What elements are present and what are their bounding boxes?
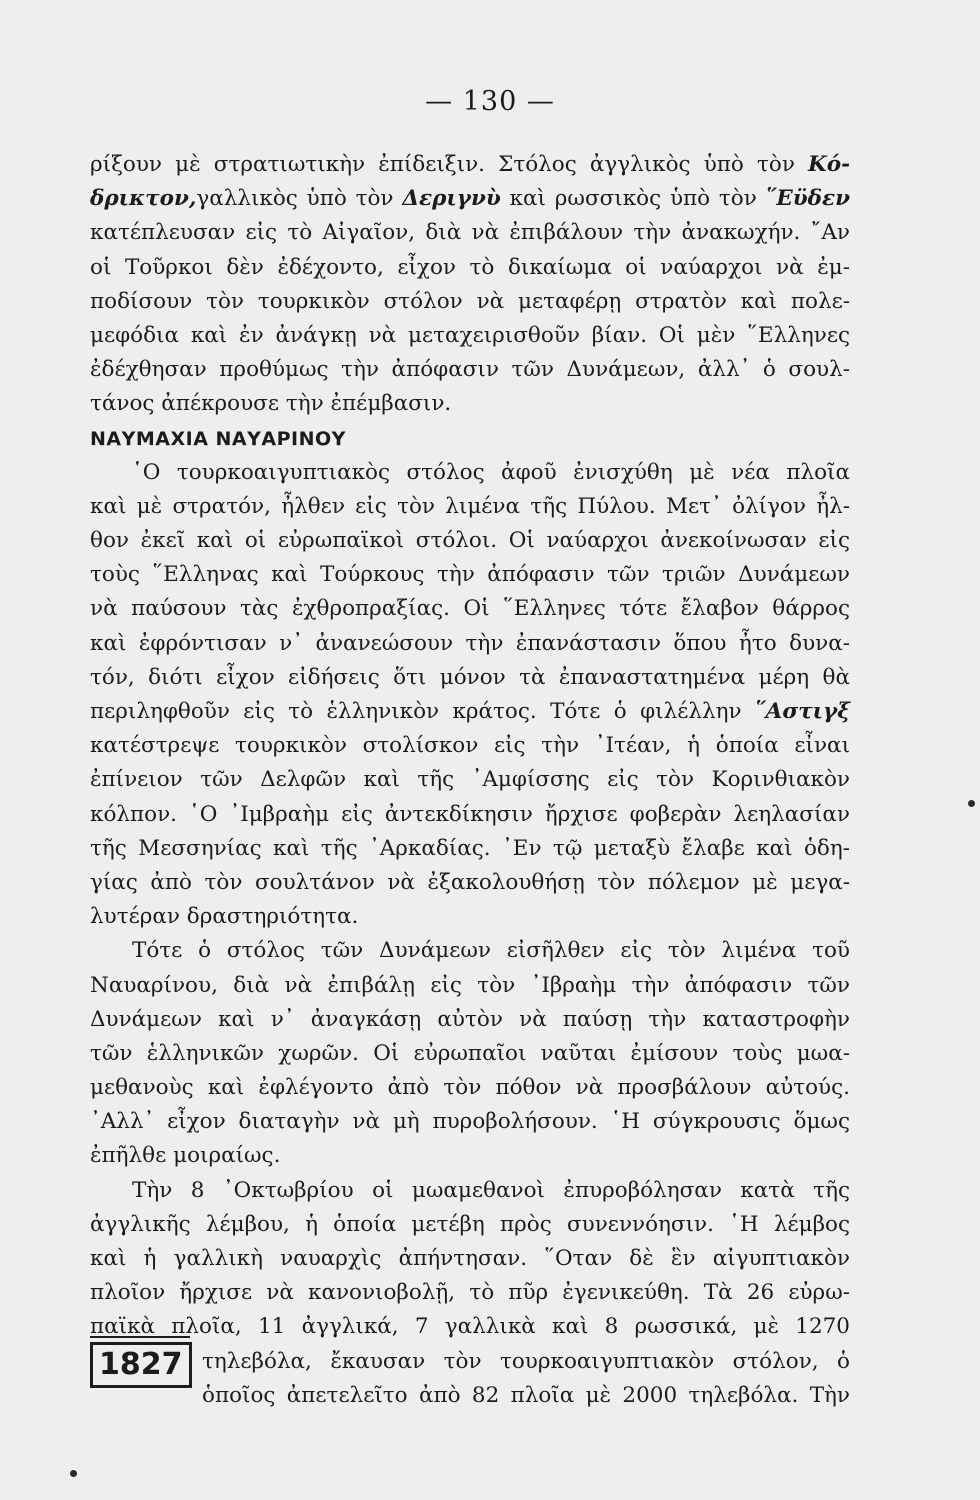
text-line — [90, 353, 850, 387]
line-text: κατέπλευσαν εἰς τὸ Αἰγαῖον, διὰ νὰ ἐπιβάλουν τὴν ἀνακωχήν. ῎Αν — [90, 220, 850, 246]
line-text: οἱ Τοῦρκοι δὲν ἐδέχοντο, εἶχον τὸ δικαίωμα οἱ ναύαρχοι νὰ ἐμ- — [90, 254, 850, 280]
emphasized-name: Δεριγνὺ — [402, 186, 501, 212]
text-line — [202, 1345, 850, 1379]
line-text: τῶν ἑλληνικῶν χωρῶν. Οἱ εὐρωπαῖοι ναῦται ἐμίσουν τοὺς μωα- — [90, 1040, 850, 1066]
line-text: ἐπίνειον τῶν Δελφῶν καὶ τῆς ᾿Αμφίσσης εἰς τὸν Κορινθιακὸν — [90, 767, 850, 793]
text-line — [90, 934, 850, 968]
text-line — [90, 627, 850, 661]
text-line — [90, 1037, 850, 1071]
line-text: μεφόδια καὶ ἐν ἀνάγκῃ νὰ μεταχειρισθοῦν βίαν. Οἱ μὲν ῞Ελληνες — [90, 322, 850, 348]
line-text: τόν, διότι εἶχον εἰδήσεις ὅτι μόνον τὰ ἐπαναστατημένα μέρη θὰ — [90, 664, 850, 690]
line-text: γαλλικὸς ὑπὸ τὸν — [196, 186, 403, 212]
text-line — [90, 216, 850, 250]
text-line — [90, 832, 850, 866]
line-text: ἐπῆλθε μοιραίως. — [90, 1143, 281, 1169]
text-line — [90, 1174, 850, 1208]
text-line — [90, 456, 850, 490]
line-text: Τὴν 8 ᾿Οκτωβρίου οἱ μωαμεθανοὶ ἐπυροβόλησαν κατὰ τῆς — [132, 1177, 850, 1203]
text-line — [90, 1310, 850, 1344]
line-text: τῆς Μεσσηνίας καὶ τῆς ᾿Αρκαδίας. ᾿Εν τῷ μεταξὺ ἔλαβε καὶ ὁδη- — [90, 835, 850, 861]
text-line — [202, 1379, 850, 1413]
text-line — [90, 763, 850, 797]
text-line — [90, 969, 850, 1003]
line-text: καὶ μὲ στρατόν, ἦλθεν εἰς τὸν λιμένα τῆς Πύλου. Μετ᾽ ὀλίγον ἦλ- — [90, 493, 850, 519]
line-text: ποδίσουν τὸν τουρκικὸν στόλον νὰ μεταφέρῃ στρατὸν καὶ πολε- — [90, 288, 850, 314]
text-line — [90, 1276, 850, 1310]
text-line — [90, 1105, 850, 1139]
emphasized-name: ῞Εϋδεν — [765, 186, 850, 212]
text-line — [90, 1003, 850, 1037]
text-line — [90, 387, 850, 421]
line-text: κατέστρεψε τουρκικὸν στολίσκον εἰς τὴν ᾿Ιτέαν, ἡ ὁποία εἶναι — [90, 733, 850, 759]
text-line — [90, 1139, 850, 1173]
text-line — [90, 148, 850, 182]
text-line — [90, 558, 850, 592]
text-line — [90, 251, 850, 285]
emphasized-name: Κό- — [808, 152, 850, 177]
line-text: καὶ ἐφρόντισαν ν᾽ ἀνανεώσουν τὴν ἐπανάστασιν ὅπου ἦτο δυνα- — [90, 630, 850, 656]
emphasized-name: ῞Αστιγξ — [754, 699, 850, 724]
line-text: περιληφθοῦν εἰς τὸ ἑλληνικὸν κράτος. Τότε ὁ φιλέλλην — [90, 699, 755, 724]
line-text: γίας ἀπὸ τὸν σουλτάνον νὰ ἐξακολουθήσῃ τὸν πόλεμον μὲ μεγα- — [90, 869, 850, 895]
margin-year-stamp — [90, 1336, 190, 1390]
line-text: τάνος ἀπέκρουσε τὴν ἐπέμβασιν. — [90, 391, 452, 417]
text-line — [90, 285, 850, 319]
line-text: ῾Ο τουρκοαιγυπτιακὸς στόλος ἀφοῦ ἐνισχύθη μὲ νέα πλοῖα — [132, 459, 850, 485]
line-text: νὰ παύσουν τὰς ἐχθροπραξίας. Οἱ ῞Ελληνες τότε ἔλαβον θάρρος — [90, 596, 850, 622]
line-text: ᾿Αλλ᾽ εἶχον διαταγὴν νὰ μὴ πυροβολήσουν. ῾Η σύγκρουσις ὅμως — [90, 1109, 850, 1135]
text-line — [90, 695, 850, 729]
line-text: τοὺς ῞Ελληνας καὶ Τούρκους τὴν ἀπόφασιν τῶν τριῶν Δυνάμεων — [90, 562, 850, 588]
line-text: ἐδέχθησαν προθύμως τὴν ἀπόφασιν τῶν Δυνάμεων, ἀλλ᾽ ὁ σουλ- — [90, 357, 850, 383]
text-line — [90, 182, 850, 216]
text-line — [90, 490, 850, 524]
emphasized-name: δρικτον, — [90, 186, 197, 212]
line-text: ΝΑΥΜΑΧΙΑ ΝΑΥΑΡΙΝΟΥ — [90, 427, 346, 450]
margin-year: 1827 — [90, 1342, 192, 1388]
page-number: — 130 — — [425, 86, 555, 117]
line-text: ρίξουν μὲ στρατιωτικὴν ἐπίδειξιν. Στόλος ἀγγλικὸς ὑπὸ τὸν — [90, 152, 809, 177]
speck-dot — [968, 800, 975, 807]
line-text: καὶ ρωσσικὸς ὑπὸ τὸν — [500, 186, 766, 212]
text-line — [90, 900, 850, 934]
text-line — [90, 1242, 850, 1276]
line-text: λυτέραν δραστηριότητα. — [90, 904, 359, 930]
line-text: ὁποῖος ἀπετελεῖτο ἀπὸ 82 πλοῖα μὲ 2000 τηλεβόλα. Τὴν — [202, 1382, 850, 1408]
text-line — [90, 319, 850, 353]
line-text: πλοῖον ἤρχισε νὰ κανονιοβολῇ, τὸ πῦρ ἐγενικεύθη. Τὰ 26 εὐρω- — [90, 1280, 850, 1306]
line-text: μεθανοὺς καὶ ἐφλέγοντο ἀπὸ τὸν πόθον νὰ προσβάλουν αὐτούς. — [90, 1075, 850, 1101]
line-text: κόλπον. ῾Ο ᾿Ιμβραὴμ εἰς ἀντεκδίκησιν ἤρχισε φοβερὰν λεηλασίαν — [90, 801, 850, 827]
text-line — [90, 1071, 850, 1105]
text-line — [90, 729, 850, 763]
body-text — [90, 148, 850, 1413]
line-text: παϊκὰ πλοῖα, 11 ἀγγλικά, 7 γαλλικὰ καὶ 8 ρωσσικά, μὲ 1270 — [90, 1314, 850, 1340]
line-text: Δυνάμεων καὶ ν᾽ ἀναγκάσῃ αὐτὸν νὰ παύσῃ τὴν καταστροφὴν — [90, 1006, 850, 1032]
text-line — [90, 661, 850, 695]
text-line — [90, 866, 850, 900]
text-line — [90, 592, 850, 626]
line-text: θον ἐκεῖ καὶ οἱ εὐρωπαϊκοὶ στόλοι. Οἱ ναύαρχοι ἀνεκοίνωσαν εἰς — [90, 528, 850, 554]
text-line — [90, 798, 850, 832]
speck-dot — [70, 1470, 77, 1477]
text-line — [90, 1208, 850, 1242]
line-text: Τότε ὁ στόλος τῶν Δυνάμεων εἰσῆλθεν εἰς τὸν λιμένα τοῦ — [132, 938, 850, 964]
line-text: τηλεβόλα, ἔκαυσαν τὸν τουρκοαιγυπτιακὸν στόλον, ὁ — [202, 1348, 850, 1374]
text-line — [90, 524, 850, 558]
line-text: ἀγγλικῆς λέμβου, ἡ ὁποία μετέβη πρὸς συνεννόησιν. ῾Η λέμβος — [90, 1211, 850, 1237]
line-text: καὶ ἡ γαλλικὴ ναυαρχὶς ἀπήντησαν. ῞Οταν δὲ ἓν αἰγυπτιακὸν — [90, 1246, 850, 1271]
line-text: Ναυαρίνου, διὰ νὰ ἐπιβάλῃ εἰς τὸν ᾿Ιβραὴμ τὴν ἀπόφασιν τῶν — [90, 972, 850, 998]
section-heading — [90, 422, 850, 456]
